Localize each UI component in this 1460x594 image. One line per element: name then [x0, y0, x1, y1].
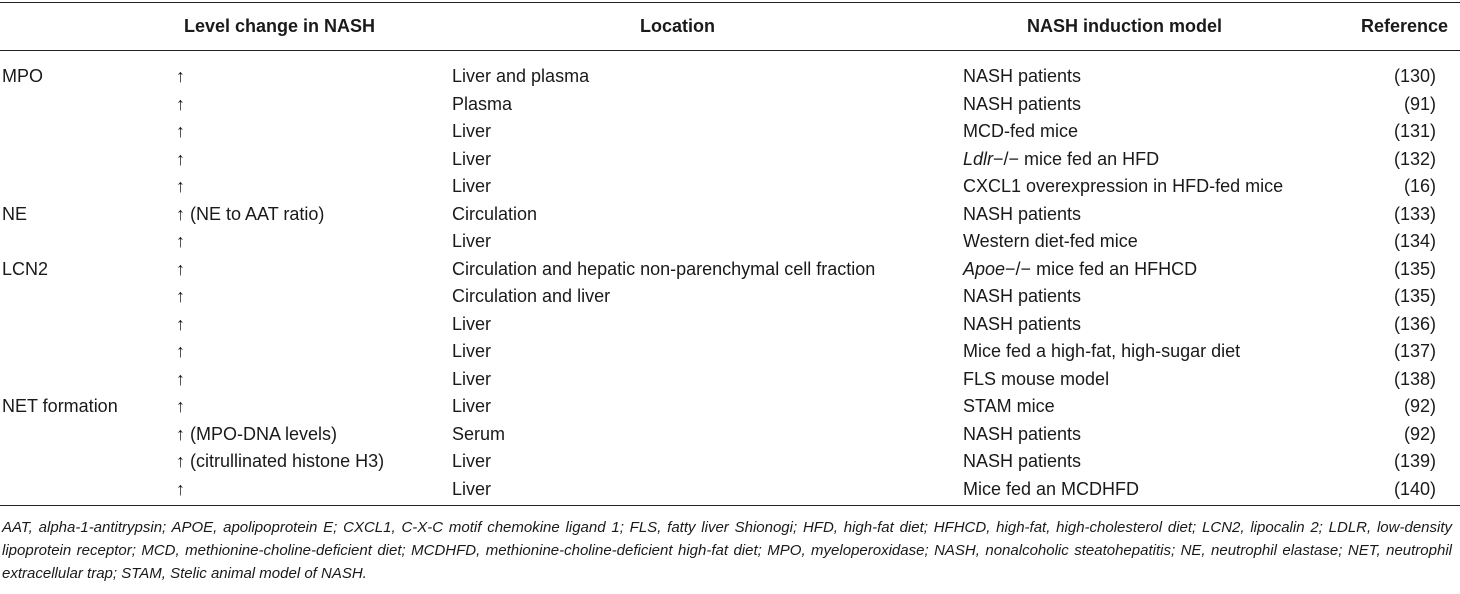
location-cell: Circulation and liver — [452, 286, 611, 306]
table-row — [0, 310, 1460, 337]
level-cell: ↑ — [176, 478, 185, 499]
model-cell: NASH patients — [963, 451, 1082, 471]
location-cell: Liver — [452, 396, 492, 416]
model-cell: NASH patients — [963, 203, 1082, 224]
model-cell: Western diet-fed mice — [963, 231, 1138, 251]
level-cell: ↑ (citrullinated histone H3) — [176, 451, 385, 471]
table-row — [0, 392, 1460, 419]
reference-cell: (136) — [1393, 313, 1436, 334]
location-cell: Liver — [452, 341, 492, 361]
level-cell: ↑ — [176, 148, 185, 169]
table-footnote: AAT, alpha-1-antitrypsin; APOE, apolipoprotein E; CXCL1, C-X-C motif chemokine ligand 1; FLS, fatty liver Shionogi; HFD, high-fat diet; HFHCD, high-fat, high-cholesterol diet; LCN2, lipocalin 2; LDLR, low-density lipoprotein receptor; MCD, methionine-choline-deficient diet; MCDHFD, methionine-choline-deficient high-fat diet; MPO, myeloperoxidase; NASH, nonalcoholic steatohepatitis; NE, neutrophil elastase; NET, neutrophil extracellular trap; STAM, Stelic animal model of NASH. — [2, 519, 1452, 582]
location-cell: Liver — [452, 231, 492, 251]
level-cell: ↑ — [176, 396, 185, 416]
table-row — [0, 200, 1460, 227]
table-row — [0, 365, 1460, 392]
table-row — [0, 145, 1460, 172]
table-row — [0, 282, 1460, 309]
model-cell: STAM mice — [963, 396, 1055, 416]
reference-cell: (138) — [1393, 368, 1436, 389]
level-cell: ↑ — [176, 313, 185, 334]
level-cell: ↑ (NE to AAT ratio) — [176, 203, 325, 224]
reference-cell: (132) — [1393, 148, 1436, 169]
reference-cell: (92) — [1403, 396, 1436, 416]
location-cell: Liver — [452, 176, 492, 196]
level-cell: ↑ — [176, 368, 185, 389]
marker-cell: LCN2 — [2, 258, 49, 279]
model-cell: Apoe−/− mice fed an HFHCD — [963, 258, 1198, 279]
location-cell: Circulation and hepatic non-parenchymal cell fraction — [452, 258, 876, 279]
table-row — [0, 420, 1460, 447]
level-cell: ↑ (MPO-DNA levels) — [176, 423, 338, 444]
location-cell: Liver — [452, 478, 492, 499]
table-top-rule — [0, 2, 1460, 3]
location-cell: Liver — [452, 451, 492, 471]
level-cell: ↑ — [176, 258, 185, 279]
table-row — [0, 337, 1460, 364]
marker-cell: MPO — [2, 66, 44, 86]
model-cell: NASH patients — [963, 66, 1082, 86]
model-cell: NASH patients — [963, 313, 1082, 334]
level-cell: ↑ — [176, 121, 185, 141]
header-level-change: Level change in NASH — [184, 16, 376, 36]
level-cell: ↑ — [176, 231, 185, 251]
reference-cell: (140) — [1393, 478, 1436, 499]
reference-cell: (137) — [1393, 341, 1436, 361]
reference-cell: (16) — [1403, 176, 1436, 196]
table-row — [0, 447, 1460, 474]
reference-cell: (134) — [1393, 231, 1436, 251]
table-row — [0, 62, 1460, 89]
level-cell: ↑ — [176, 176, 185, 196]
model-cell: NASH patients — [963, 286, 1082, 306]
reference-cell: (131) — [1393, 121, 1436, 141]
model-cell: Ldlr−/− mice fed an HFD — [963, 148, 1160, 169]
model-cell: NASH patients — [963, 423, 1082, 444]
header-rule — [0, 50, 1460, 51]
model-cell: FLS mouse model — [963, 368, 1110, 389]
table-row — [0, 255, 1460, 282]
marker-cell: NE — [2, 203, 28, 224]
location-cell: Liver — [452, 313, 492, 334]
location-cell: Liver and plasma — [452, 66, 590, 86]
reference-cell: (91) — [1403, 93, 1436, 114]
reference-cell: (135) — [1393, 286, 1436, 306]
reference-cell: (135) — [1393, 258, 1436, 279]
header-location: Location — [640, 16, 715, 36]
marker-cell: NET formation — [2, 396, 118, 416]
model-cell: MCD-fed mice — [963, 121, 1079, 141]
location-cell: Liver — [452, 121, 492, 141]
header-induction-model: NASH induction model — [1027, 16, 1222, 36]
reference-cell: (133) — [1393, 203, 1436, 224]
table-row — [0, 227, 1460, 254]
model-cell: CXCL1 overexpression in HFD-fed mice — [963, 176, 1284, 196]
level-cell: ↑ — [176, 66, 185, 86]
level-cell: ↑ — [176, 93, 185, 114]
model-cell: NASH patients — [963, 93, 1082, 114]
model-cell: Mice fed an MCDHFD — [963, 478, 1140, 499]
reference-cell: (92) — [1403, 423, 1436, 444]
location-cell: Plasma — [452, 93, 513, 114]
reference-cell: (139) — [1393, 451, 1436, 471]
table-row — [0, 90, 1460, 117]
location-cell: Circulation — [452, 203, 538, 224]
table-row — [0, 475, 1460, 502]
table-row — [0, 117, 1460, 144]
level-cell: ↑ — [176, 341, 185, 361]
level-cell: ↑ — [176, 286, 185, 306]
location-cell: Liver — [452, 368, 492, 389]
table-bottom-rule — [0, 505, 1460, 506]
location-cell: Serum — [452, 423, 506, 444]
model-cell: Mice fed a high-fat, high-sugar diet — [963, 341, 1241, 361]
table-row — [0, 172, 1460, 199]
location-cell: Liver — [452, 148, 492, 169]
header-reference: Reference — [1361, 16, 1449, 36]
reference-cell: (130) — [1393, 66, 1436, 86]
